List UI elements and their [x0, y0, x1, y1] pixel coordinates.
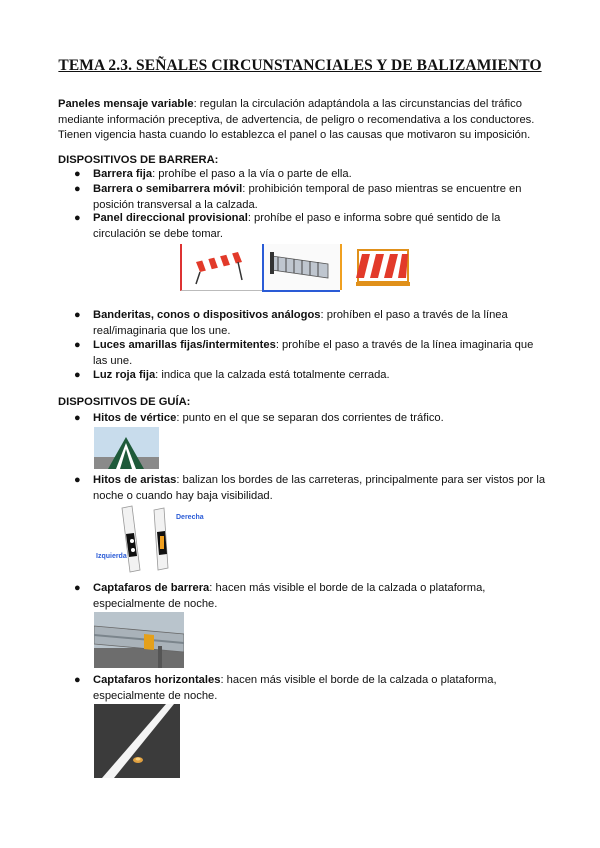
bullet-icon: ● [74, 339, 81, 351]
intro-line3: Tienen vigencia hasta cuando lo establezca el panel o las causas que motivaron su imposición. [58, 129, 531, 141]
bullet-icon: ● [74, 369, 81, 381]
item-text-cont: circulación se debe tomar. [93, 227, 223, 240]
item-text-cont: real/imaginaria que los une. [93, 324, 231, 337]
panel-direccional-image [340, 244, 422, 290]
item-text-cont: especialmente de noche. [93, 597, 218, 610]
item-text: : prohíbe el paso e informa sobre qué sentido de la [247, 212, 501, 224]
hito-vertice-image [94, 427, 159, 469]
list-item-panel-direccional [93, 211, 548, 242]
list-item-captafaros-horizontales [93, 673, 548, 704]
bullet-icon: ● [74, 474, 81, 486]
barrera-fija-image [180, 244, 262, 291]
captafaros-horizontales-image [94, 704, 180, 778]
list-item-hitos-vertice [93, 411, 548, 427]
item-text: : prohíbe el paso a través de la línea imaginaria que [275, 339, 534, 351]
bullet-icon: ● [74, 674, 81, 686]
item-text: : hacen más visible el borde de la calzada o plataforma, [209, 582, 486, 594]
bullet-icon: ● [74, 168, 81, 180]
list-item-luz-roja [93, 368, 548, 384]
item-term: Barrera fija [93, 168, 153, 180]
captafaros-barrera-image [94, 612, 184, 668]
item-text: : prohíbe el paso a la vía o parte de ella. [152, 168, 352, 180]
list-item-luces-amarillas [93, 338, 548, 369]
item-term: Barrera o semibarrera móvil [93, 183, 243, 195]
intro-term: Paneles mensaje variable [58, 98, 194, 110]
bullet-icon: ● [74, 183, 81, 195]
bullet-icon: ● [74, 412, 81, 424]
page-title: TEMA 2.3. SEÑALES CIRCUNSTANCIALES Y DE BALIZAMIENTO [58, 57, 542, 74]
list-item-barrera-fija [93, 167, 548, 183]
hitos-aristas-image [94, 504, 210, 574]
item-term: Captafaros de barrera [93, 582, 210, 594]
item-term: Luz roja fija [93, 369, 156, 381]
bullet-icon: ● [74, 582, 81, 594]
intro-line2: mediante información preceptiva, de advertencia, de peligro o recomendativa a los conductores. [58, 113, 535, 126]
list-item-captafaros-barrera [93, 581, 548, 612]
item-term: Hitos de vértice [93, 412, 177, 424]
list-item-hitos-aristas [93, 473, 548, 504]
item-text: : prohíben el paso a través de la línea [320, 309, 508, 321]
item-text: : hacen más visible el borde de la calzada o plataforma, [220, 674, 497, 686]
barrera-heading: DISPOSITIVOS DE BARRERA: [58, 154, 219, 166]
semibarrera-movil-image [262, 244, 340, 292]
item-text: : balizan los bordes de las carreteras, principalmente para ser vistos por la [176, 474, 546, 486]
hito-label-left: Izquierda [96, 553, 127, 560]
item-term: Captafaros horizontales [93, 674, 221, 686]
item-text-cont: las une. [93, 354, 133, 367]
list-item-banderitas [93, 308, 548, 339]
bullet-icon: ● [74, 212, 81, 224]
intro-paragraph [58, 97, 550, 144]
item-term: Panel direccional provisional [93, 212, 248, 224]
item-text-cont: posición transversal a la calzada. [93, 198, 258, 211]
item-term: Luces amarillas fijas/intermitentes [93, 339, 276, 351]
bullet-icon: ● [74, 309, 81, 321]
item-text: : punto en el que se separan dos corrientes de tráfico. [176, 412, 444, 424]
item-term: Hitos de aristas [93, 474, 177, 486]
item-term: Banderitas, conos o dispositivos análogos [93, 309, 321, 321]
guia-heading: DISPOSITIVOS DE GUÍA: [58, 396, 191, 408]
item-text: : indica que la calzada está totalmente cerrada. [155, 369, 390, 381]
item-text-cont: especialmente de noche. [93, 689, 218, 702]
item-text: : prohibición temporal de paso mientras se encuentre en [242, 183, 522, 195]
hito-label-right: Derecha [176, 514, 204, 521]
item-text-cont: noche o cuando hay baja visibilidad. [93, 489, 273, 502]
list-item-barrera-movil [93, 182, 548, 213]
intro-line1: : regulan la circulación adaptándola a las circunstancias del tráfico [193, 98, 522, 110]
